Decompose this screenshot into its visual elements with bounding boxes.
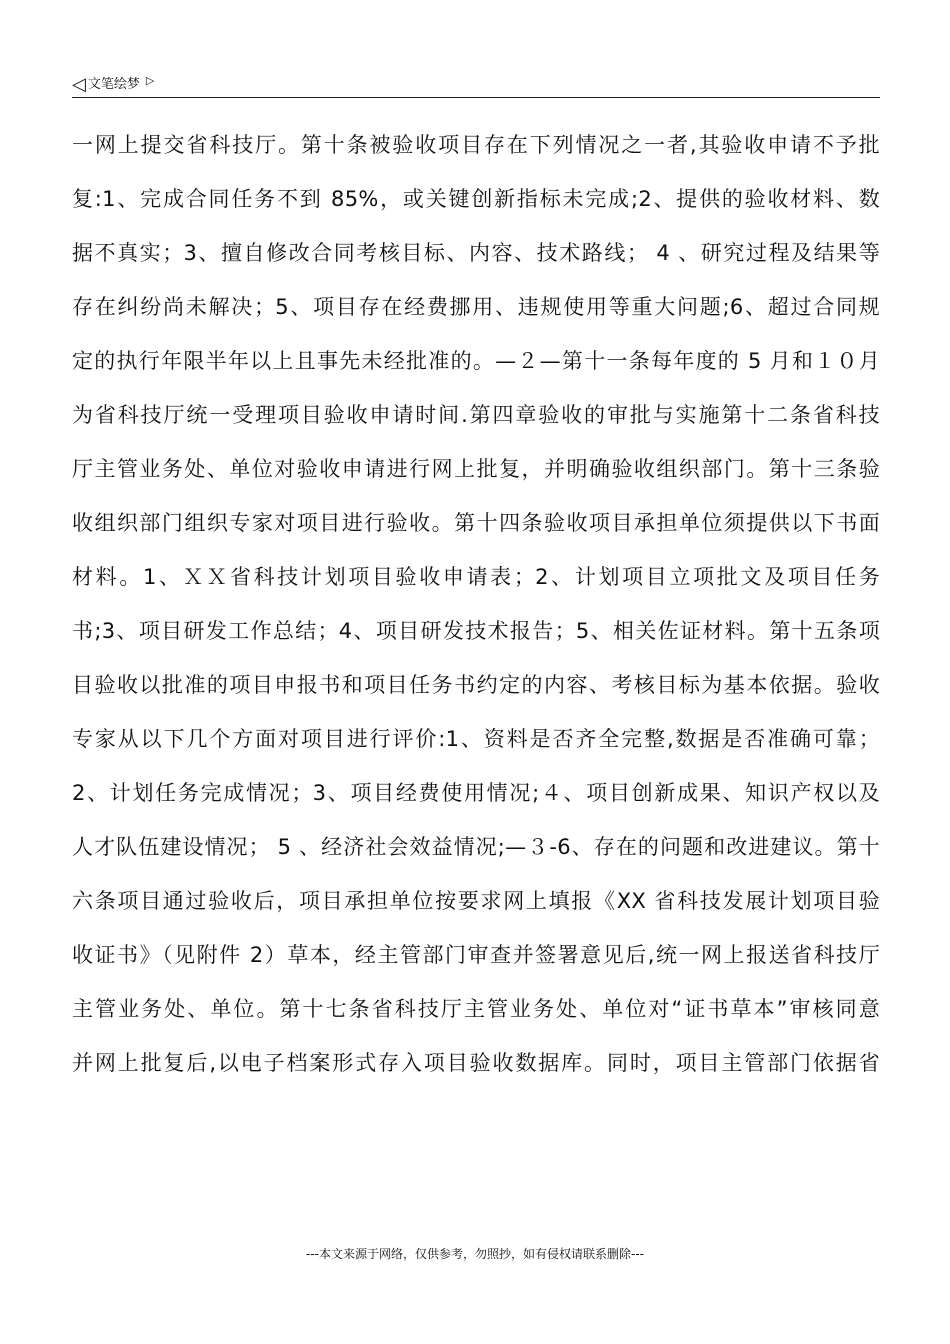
page-header [72, 74, 880, 96]
footer-disclaimer: ---本文来源于网络，仅供参考，勿照抄，如有侵权请联系删除--- [306, 1247, 644, 1261]
body-line: 2、计划任务完成情况；3、项目经费使用情况;４、项目创新成果、知识产权以及 [72, 781, 880, 805]
body-line: 书;3、项目研发工作总结；4、项目研发技术报告；5、相关佐证材料。第十五条项 [72, 619, 880, 643]
body-line: 目验收以批准的项目申报书和项目任务书约定的内容、考核目标为基本依据。验收 [72, 673, 880, 697]
body-line: 人才队伍建设情况； 5 、经济社会效益情况;—３-6、存在的问题和改进建议。第十 [72, 835, 880, 859]
body-line: 材料。1、ＸＸ省科技计划项目验收申请表；2、计划项目立项批文及项目任务 [72, 565, 880, 589]
body-line: 复:1、完成合同任务不到 85%，或关键创新指标未完成;2、提供的验收材料、数 [72, 187, 880, 211]
body-line: 收证书》（见附件 2）草本，经主管部门审查并签署意见后,统一网上报送省科技厅 [72, 943, 880, 967]
body-line: 并网上批复后,以电子档案形式存入项目验收数据库。同时，项目主管部门依据省 [72, 1051, 880, 1075]
body-line: 六条项目通过验收后，项目承担单位按要求网上填报《XX 省科技发展计划项目验 [72, 889, 880, 913]
header-title: 文笔绘梦 [87, 77, 140, 92]
triangle-right-icon: ▷ [145, 74, 155, 87]
body-line: 定的执行年限半年以上且事先未经批准的。—２—第十一条每年度的 5 月和１０月 [72, 349, 880, 373]
body-line: 厅主管业务处、单位对验收申请进行网上批复，并明确验收组织部门。第十三条验 [72, 457, 880, 481]
body-line: 一网上提交省科技厅。第十条被验收项目存在下列情况之一者,其验收申请不予批 [72, 133, 880, 157]
document-body [72, 118, 880, 1090]
body-line: 存在纠纷尚未解决；5、项目存在经费挪用、违规使用等重大问题;6、超过合同规 [72, 295, 880, 319]
triangle-left-icon: ◁ [72, 74, 86, 95]
body-line: 主管业务处、单位。第十七条省科技厅主管业务处、单位对“证书草本”审核同意 [72, 997, 880, 1021]
body-line: 专家从以下几个方面对项目进行评价:1、资料是否齐全完整,数据是否准确可靠； [72, 727, 880, 751]
body-line: 为省科技厅统一受理项目验收申请时间.第四章验收的审批与实施第十二条省科技 [72, 403, 880, 427]
body-line: 收组织部门组织专家对项目进行验收。第十四条验收项目承担单位须提供以下书面 [72, 511, 880, 535]
body-line: 据不真实；3、擅自修改合同考核目标、内容、技术路线； 4 、研究过程及结果等 [72, 241, 880, 265]
header-divider [72, 97, 880, 98]
